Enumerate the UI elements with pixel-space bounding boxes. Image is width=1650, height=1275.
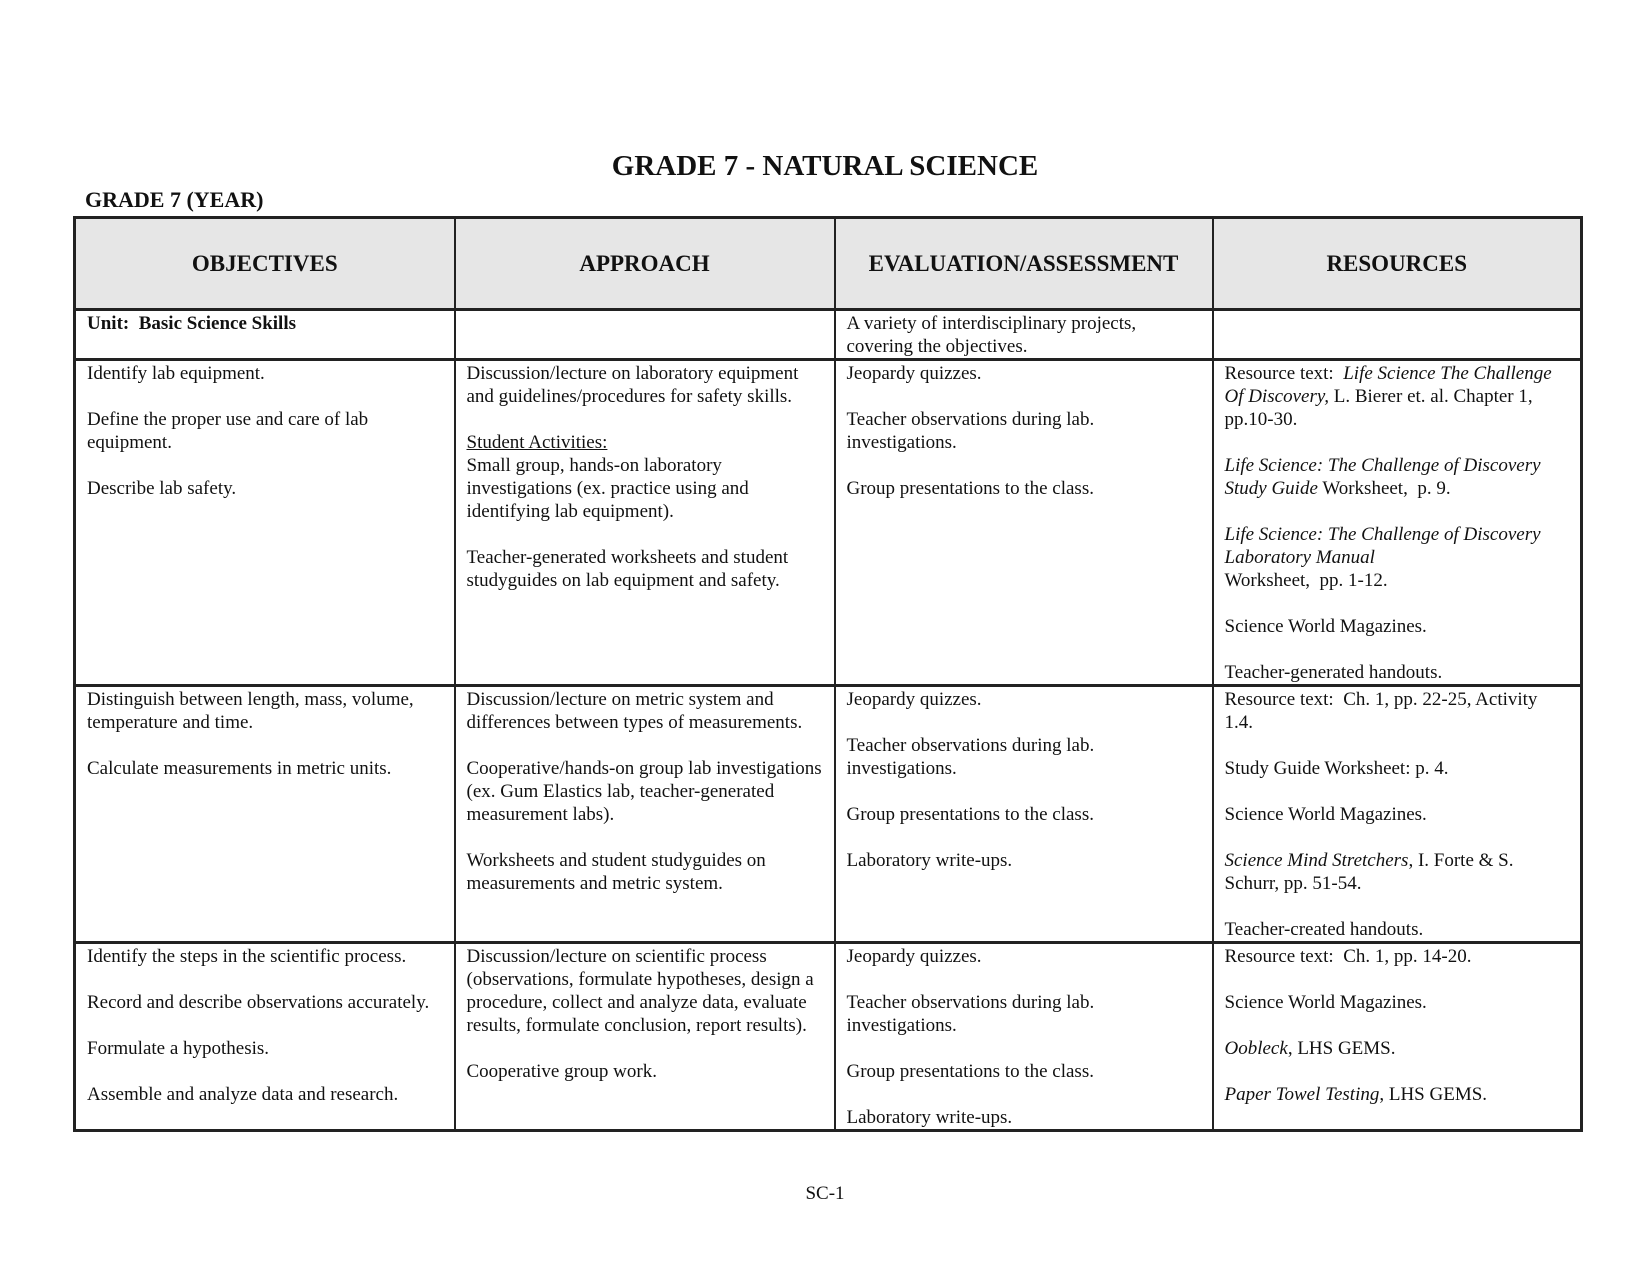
objectives-cell (75, 360, 455, 686)
unit-objective-cell (75, 310, 455, 360)
evaluation-cell (835, 360, 1213, 686)
evaluation-item: Jeopardy quizzes. (846, 363, 982, 384)
resources-cell (1213, 360, 1582, 686)
objective-item: Formulate a hypothesis. (87, 1038, 270, 1059)
resource-item (1225, 1037, 1571, 1060)
resource-item: Study Guide Worksheet: p. 4. (1224, 758, 1449, 779)
unit-resources-cell (1213, 310, 1582, 360)
objectives-cell (75, 686, 455, 943)
resource-item (1225, 362, 1571, 431)
page-number: SC-1 (805, 1183, 845, 1204)
header-resources: RESOURCES (1213, 218, 1582, 310)
resources-cell (1213, 686, 1582, 943)
evaluation-item: Group presentations to the class. (846, 1061, 1094, 1082)
evaluation-item: Laboratory write-ups. (846, 1107, 1013, 1128)
grade-label: GRADE 7 (YEAR) (85, 187, 264, 212)
resource-item (1225, 454, 1571, 500)
header-row (75, 218, 1582, 310)
approach-item: Cooperative group work. (466, 1061, 657, 1082)
resource-prefix: Resource text: (1224, 363, 1344, 384)
resource-item: Science World Magazines. (1224, 992, 1427, 1013)
objective-item: Describe lab safety. (87, 478, 237, 499)
evaluation-cell (835, 686, 1213, 943)
objective-item: Distinguish between length, mass, volume, temperature and time. (87, 689, 419, 733)
evaluation-item: Group presentations to the class. (846, 804, 1094, 825)
header-approach: APPROACH (455, 218, 835, 310)
resource-item (1225, 849, 1571, 895)
evaluation-item: Laboratory write-ups. (846, 850, 1013, 871)
evaluation-cell (835, 943, 1213, 1131)
evaluation-item: Jeopardy quizzes. (846, 689, 982, 710)
approach-item: Teacher-generated worksheets and student studyguides on lab equipment and safety. (466, 547, 793, 591)
evaluation-item: Teacher observations during lab. investigations. (846, 409, 1099, 453)
unit-row (75, 310, 1582, 360)
approach-item: Discussion/lecture on scientific process (observations, formulate hypotheses, design a procedure, collect and analyze data, evaluate results, formulate conclusion, report results). (466, 946, 819, 1036)
document-title: GRADE 7 - NATURAL SCIENCE (611, 150, 1039, 182)
objective-item: Calculate measurements in metric units. (87, 758, 392, 779)
unit-title: Unit: Basic Science Skills (87, 313, 297, 334)
approach-item: Cooperative/hands-on group lab investigations (ex. Gum Elastics lab, teacher-generated measurement labs). (466, 758, 827, 825)
resource-title: Life Science: The Challenge of Discovery Study Guide (1224, 455, 1546, 499)
resources-cell (1213, 943, 1582, 1131)
objective-item: Identify lab equipment. (87, 363, 265, 384)
approach-item: Discussion/lecture on laboratory equipment and guidelines/procedures for safety skills. (466, 363, 804, 407)
header-objectives: OBJECTIVES (75, 218, 455, 310)
objective-item: Record and describe observations accurately. (87, 992, 430, 1013)
approach-cell (455, 686, 835, 943)
resource-detail: L. Bierer et. al. Chapter 1, pp.10-30. (1224, 386, 1538, 430)
objective-item: Identify the steps in the scientific process. (87, 946, 407, 967)
curriculum-table (73, 216, 1583, 1132)
evaluation-item: Jeopardy quizzes. (846, 946, 982, 967)
table-row (75, 686, 1582, 943)
unit-evaluation-cell (835, 310, 1213, 360)
header-evaluation: EVALUATION/ASSESSMENT (835, 218, 1213, 310)
resource-title: Life Science: The Challenge of Discovery Laboratory Manual (1224, 524, 1546, 568)
unit-approach-cell (455, 310, 835, 360)
resource-detail: Worksheet, p. 9. (1317, 478, 1451, 499)
resource-item: Science World Magazines. (1224, 804, 1427, 825)
resource-detail: Worksheet, pp. 1-12. (1224, 570, 1388, 591)
resource-item (1225, 1083, 1571, 1106)
approach-item: Small group, hands-on laboratory investigations (ex. practice using and identifying lab equipment). (466, 455, 754, 522)
table-row (75, 360, 1582, 686)
activities-heading: Student Activities: (466, 432, 608, 453)
resource-detail: , LHS GEMS. (1287, 1038, 1396, 1059)
resource-item: Resource text: Ch. 1, pp. 22-25, Activity 1.4. (1224, 689, 1543, 733)
resource-item: Teacher-generated handouts. (1224, 662, 1443, 683)
approach-cell (455, 360, 835, 686)
resource-detail: , I. Forte & S. Schurr, pp. 51-54. (1224, 850, 1519, 894)
resource-title: Science Mind Stretchers (1224, 850, 1409, 871)
unit-evaluation: A variety of interdisciplinary projects, covering the objectives. (846, 313, 1141, 357)
approach-item: Worksheets and student studyguides on measurements and metric system. (466, 850, 771, 894)
resource-item: Science World Magazines. (1224, 616, 1427, 637)
approach-item: Discussion/lecture on metric system and differences between types of measurements. (466, 689, 803, 733)
resource-item: Resource text: Ch. 1, pp. 14-20. (1224, 946, 1472, 967)
resource-title: Oobleck (1224, 1038, 1288, 1059)
objective-item: Assemble and analyze data and research. (87, 1084, 399, 1105)
resource-title: Paper Towel Testing (1224, 1084, 1380, 1105)
objectives-cell (75, 943, 455, 1131)
objective-item: Define the proper use and care of lab equipment. (87, 409, 373, 453)
resource-detail: , LHS GEMS. (1379, 1084, 1488, 1105)
approach-cell (455, 943, 835, 1131)
evaluation-item: Group presentations to the class. (846, 478, 1094, 499)
evaluation-item: Teacher observations during lab. investigations. (846, 735, 1099, 779)
resource-item (1225, 523, 1571, 592)
resource-title: Life Science The Challenge Of Discovery, (1224, 363, 1557, 407)
resource-item: Teacher-created handouts. (1224, 919, 1424, 940)
evaluation-item: Teacher observations during lab. investigations. (846, 992, 1099, 1036)
table-row (75, 943, 1582, 1131)
